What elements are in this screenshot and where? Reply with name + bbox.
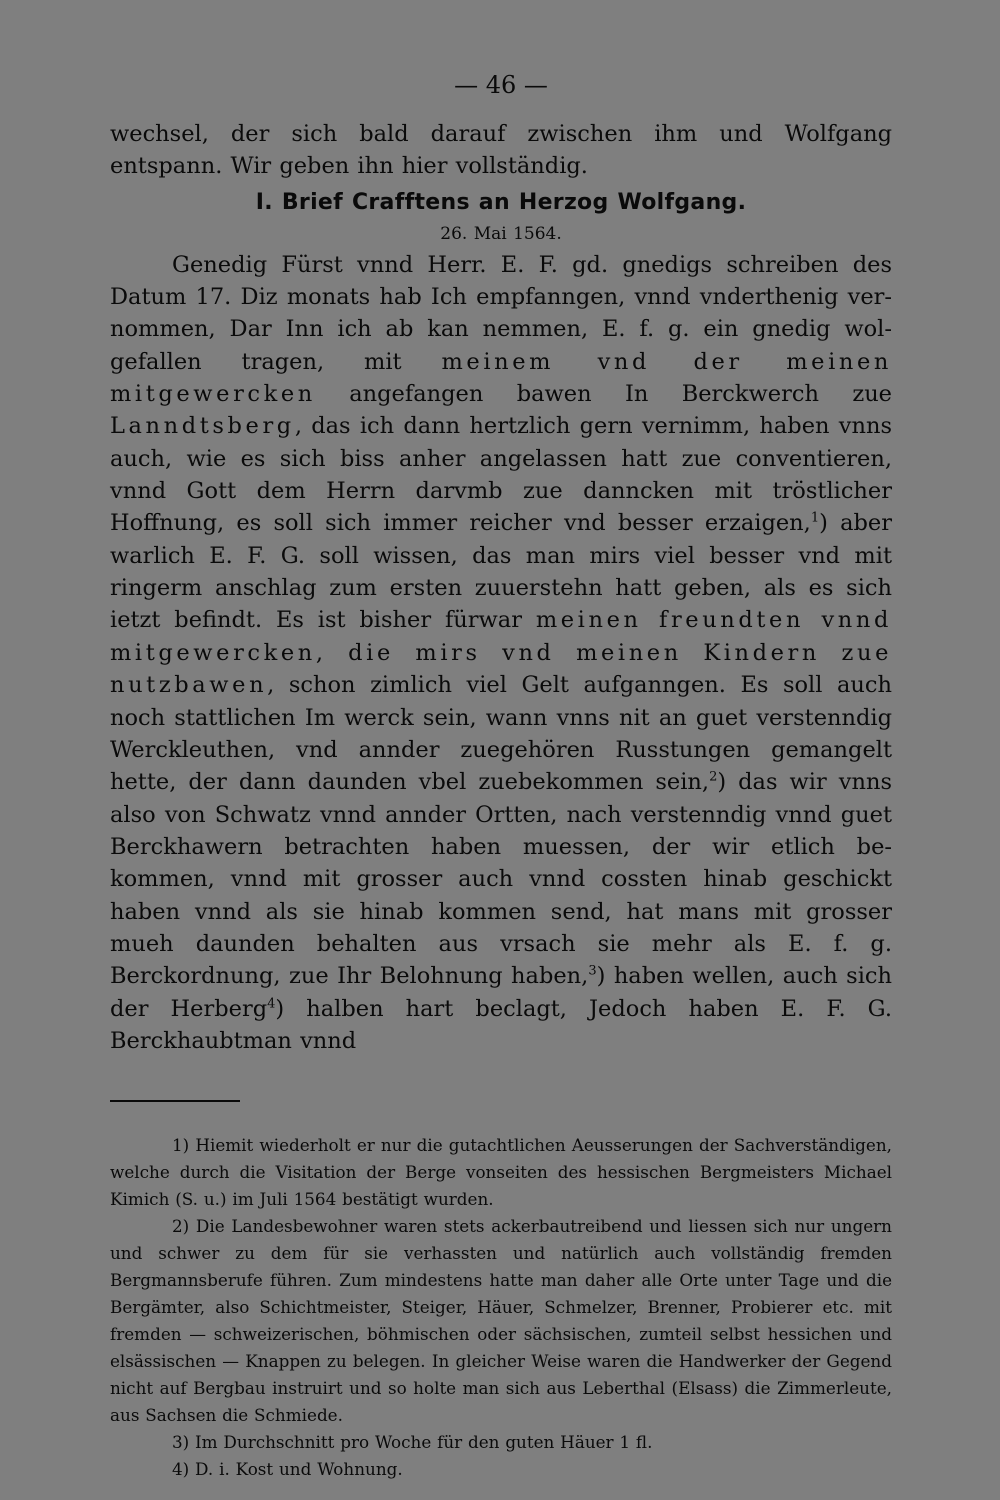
footnotes (110, 1132, 892, 1483)
letter-text-3: , das ich dann hertzlich gern vernimm, haben vnns auch, wie es sich biss anher angelassen hatt zue conventieren, vnnd Gott dem Herrn darvmb zue danncken mit tröstlicher Hoffnung, es soll sich immer reicher vnd besser erzaigen, (110, 413, 892, 537)
main-text (110, 118, 892, 1057)
footnote-ref-1: 1 (810, 510, 820, 526)
intro-paragraph: wechsel, der sich bald darauf zwischen ihm und Wolfgang entspann. Wir geben ihn hier vollständig. (110, 121, 892, 180)
footnote-3: 3) Im Durchschnitt pro Woche für den guten Häuer 1 fl. (172, 1432, 653, 1453)
letter-date: 26. Mai 1564. (440, 223, 562, 244)
letter-text-6: ) das wir vnns also von Schwatz vnnd annder Ortten, nach verstenndig vnnd guet Berckhawern betrachten haben muessen, der wir etlich bekommen, vnnd mit grosser auch vnnd cossten hinab geschickt haben vnnd als sie hinab kommen send, hat mans mit grosser mueh daunden behalten aus vrsach sie mehr als E. f. g. Berckordnung, zue Ihr Belohnung haben, (110, 769, 892, 990)
letter-text-2: angefangen bawen In Berckwerch zue (315, 381, 892, 408)
footnote-divider (110, 1100, 240, 1102)
footnote-ref-2: 2 (709, 769, 718, 785)
letter-text-1: Genedig Fürst vnnd Herr. E. F. gd. gnedigs schreiben des Datum 17. Diz monats hab Ich empfanngen, vnnd vnderthenig vernommen, Dar Inn ich ab kan nemmen, E. f. g. ein gnedig wolgefallen tragen, mit (110, 251, 892, 375)
book-page (110, 68, 892, 1483)
letter-spaced-3: meinen freundten vnnd mitgewercken, die mirs vnd meinen Kindern zue nutzbawen (110, 607, 892, 699)
page-number: — 46 — (454, 71, 548, 99)
footnote-2: 2) Die Landesbewohner waren stets ackerbautreibend und liessen sich nur ungern und schwer zu dem für sie verhassten und natürlich auch vollständig fremden Bergmannsberufe führen. Zum mindestens hatte man daher alle Orte unter Tage und die Bergämter, also Schichtmeister, Steiger, Häuer, Schmelzer, Brenner, Probierer etc. mit fremden — schweizerischen, böhmischen oder sächsischen, zumteil selbst hessichen und elsässischen — Knappen zu belegen. In gleicher Weise waren die Handwerker der Gegend nicht auf Bergbau instruirt und so holte man sich aus Leberthal (Elsass) die Zimmerleute, aus Sachsen die Schmiede. (110, 1216, 892, 1426)
letter-spaced-2: Lanndtsberg (110, 413, 295, 440)
letter-spaced-1: meinem vnd der meinen mitgewercken (110, 348, 892, 408)
letter-paragraph (110, 249, 892, 1058)
letter-heading: I. Brief Crafftens an Herzog Wolfgang. (255, 189, 747, 215)
footnote-ref-3: 3 (588, 963, 597, 979)
letter-text-7: ) haben wellen, auch sich der Herberg (110, 963, 892, 1022)
letter-text-5: , schon zimlich viel Gelt aufganngen. Es soll auch noch stattlichen Im werck sein, wann vnns nit an guet verstenndig Werckleuthen, vnd annder zuegehören Russtungen gemangelt hette, der dann daunden vbel zuebekommen sein, (110, 672, 892, 796)
footnote-ref-4: 4 (267, 996, 276, 1012)
letter-text-4: ) aber warlich E. F. G. soll wissen, das man mirs viel besser vnd mit ringerm anschlag zum ersten zuuerstehn hatt geben, als es sich ietzt befindt. Es ist bisher fürwar (110, 510, 892, 634)
footnote-1: 1) Hiemit wiederholt er nur die gutachtlichen Aeusserungen der Sachverständigen, welche durch die Visitation der Berge vonseiten des hessischen Bergmeisters Michael Kimich (S. u.) im Juli 1564 bestätigt wurden. (110, 1135, 892, 1210)
footnote-4: 4) D. i. Kost und Wohnung. (172, 1459, 403, 1480)
letter-text-8: ) halben hart beclagt, Jedoch haben E. F. G. Berckhaubtman vnnd (110, 995, 892, 1054)
